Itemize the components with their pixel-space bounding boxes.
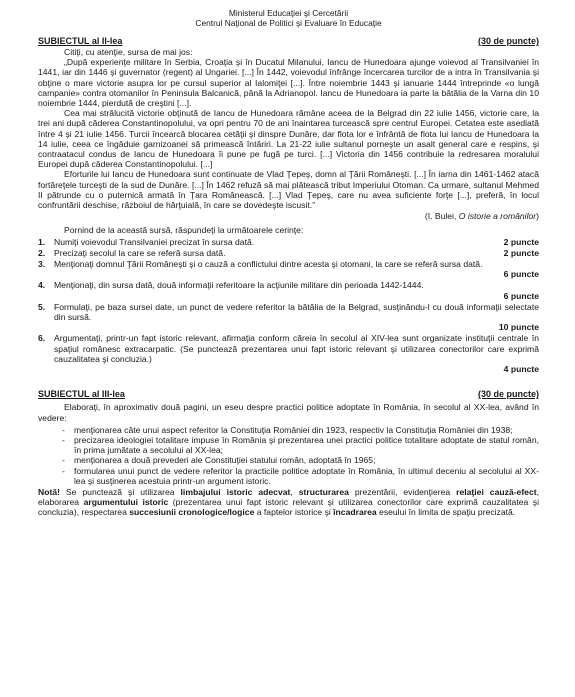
question-number: 6. (38, 333, 46, 344)
note-keyword: limbajului istoric adecvat (180, 486, 291, 497)
citation-end: ) (536, 211, 539, 222)
essay-intro: Elaboraţi, în aproximativ două pagini, un eseu despre practici politice adoptate în România, în secolul al XX-lea, având în vedere: (38, 402, 539, 423)
requirement-item: - menţionarea câte unui aspect referitor la Constituţia României din 1923, respectiv la Constituţia României din 1938; (74, 425, 539, 435)
question-item (38, 280, 539, 300)
note-keyword: încadrarea (333, 507, 377, 518)
question-number: 3. (38, 259, 46, 270)
source-paragraph-1: „După experienţe militare în Serbia, Croaţia şi în Ducatul Milanului, Iancu de Hunedoara ajunge voievod al Transilvaniei în 1441, iar din 1446 şi guvernator (regent) al Ungariei. [...] În 1442, voievodul înfrânge încercarea turcilor de a intra în Transilvania şi obţine o mare victorie asupra lor pe cursul superior al Ialomiţei [...]. Între noiembrie 1443 şi ianuarie 1444 întreprinde «o lungă campanie» contra otomanilor în Peninsula Balcanică, până la Adrianopol. Iancu de Hunedoara ia parte la bătălia de la Varna din 10 noiembrie 1444, pierdută de creştini [...]. (38, 57, 539, 109)
question-number: 1. (38, 236, 46, 247)
source-citation (38, 211, 539, 221)
note-text: , elaborarea (38, 486, 539, 508)
question-text: Menţionaţi, din sursa dată, două informaţii referitoare la acţiunile militare din perioada 1442-1444. (54, 280, 424, 291)
requirement-item: - formularea unui punct de vedere referitor la practicile politice adoptate în România, în ultimul deceniu al secolului al XX-lea şi susţinerea acestuia printr-un argument istoric. (74, 466, 539, 486)
question-number: 2. (38, 247, 46, 258)
source-intro: Citiţi, cu atenţie, sursa de mai jos: (64, 47, 193, 57)
question-text: Menţionaţi domnul Ţării Româneşti şi o cauză a conflictului dintre acesta şi otomani, la care se referă sursa dată. (54, 259, 483, 270)
center-name: Centrul Naţional de Politici şi Evaluare în Educaţie (195, 18, 382, 28)
note-keyword: relaţiei cauză-efect (456, 486, 537, 497)
question-points: 10 puncte (498, 322, 539, 333)
source-paragraph-2: Cea mai strălucită victorie obţinută de Iancu de Hunedoara rămâne aceea de la Belgrad din 22 iulie 1456, victorie care, la trei ani după căderea Constantinopolului, va opri pentru 70 de ani înaintarea turcească spre centrul Europei. Cetatea este asediată între 4 şi 21 iulie 1456. Turcii încearcă blocarea cetăţii şi dinspre Dunăre, dar flota lor e înfrântă de flota lui Iancu de Hunedoara la 14 iulie, ceea ce îngăduie garnizoanei să primească întăriri. La 21-22 iulie sultanul porneşte un asalt general care e respins, şi contraatacul condus de Iancu de Hunedoara îi pune pe fugă pe turci. [...] Victoria din 1456 contribuie la redresarea moralului Europei după căderea Constantinopolului. [...] (38, 108, 539, 170)
question-text: Argumentaţi, printr-un fapt istoric relevant, afirmaţia conform căreia în secolul al XIV-lea sunt organizate instituţii centrale în spaţiul românesc extracarpatic. (Se punctează prezentarea unui fapt istoric relevant şi utilizarea conectorilor care exprimă cauzalitatea şi concluzia.) (54, 333, 539, 364)
question-item (38, 302, 539, 333)
grading-note (38, 487, 539, 518)
ministry-name: Ministerul Educaţiei şi Cercetării (228, 8, 349, 18)
note-text: a faptelor istorice şi (254, 507, 334, 518)
note-label: Notă! (38, 486, 60, 497)
question-points: 2 puncte (503, 247, 539, 258)
note-keyword: argumentului istoric (83, 497, 169, 508)
section-3-label: SUBIECTUL al III-lea (38, 389, 125, 400)
source-paragraph-3: Eforturile lui Iancu de Hunedoara sunt continuate de Vlad Ţepeş, domn al Ţării Româneşti. [...] În iarna din 1461-1462 atacă fortăreţele turceşti de la sud de Dunăre. [...] În 1462 refuză să mai plătească tribut Imperiului Otoman. Ca urmare, sultanul Mehmed II pătrunde cu o puternică armată în Ţara Românească. [...] Vlad Ţepeş, care nu avea suficiente forţe [...], preferă, în locul confruntării deschise, războiul de hărţuială, în care se dovedeşte iscusit.” (38, 169, 539, 211)
question-points: 6 puncte (503, 269, 539, 280)
note-keyword: structurarea (298, 486, 349, 497)
citation-work: O istorie a românilor (458, 211, 537, 222)
note-text: Se punctează şi utilizarea (59, 486, 181, 497)
section-2-points: (30 de puncte) (477, 36, 539, 46)
questions-list (38, 237, 539, 375)
question-item (38, 248, 539, 258)
question-item (38, 259, 539, 279)
section-3-title (38, 389, 539, 400)
requirement-item: - menţionarea a două prevederi ale Constituţiei statului român, adoptată în 1965; (74, 455, 539, 465)
note-text: eseului în limita de spaţiu precizată. (376, 507, 516, 518)
question-item (38, 333, 539, 374)
question-item (38, 237, 539, 247)
requirement-item: - precizarea ideologiei totalitare impuse în România şi prezentarea unei practici politice totalitare adoptate de statul român, în prima jumătate a secolului al XX-lea; (74, 435, 539, 455)
note-text: prezentării, evidenţierea (348, 486, 457, 497)
question-number: 4. (38, 280, 46, 291)
note-text: (prezentarea unui fapt istoric relevant şi utilizarea conectorilor care exprimă cauzalitatea şi concluzia), respectarea (38, 497, 539, 518)
question-points: 4 puncte (503, 364, 539, 375)
question-text: Precizaţi secolul la care se referă sursa dată. (54, 247, 226, 258)
section-2-label: SUBIECTUL al II-lea (38, 36, 123, 46)
question-points: 2 puncte (503, 236, 539, 247)
note-keyword: succesiunii cronologice/logice (129, 507, 255, 518)
question-text: Formulaţi, pe baza sursei date, un punct de vedere referitor la bătălia de la Belgrad, susţinându-l cu două informaţii selectate din sursă. (54, 301, 539, 323)
questions-prompt: Pornind de la această sursă, răspundeţi la următoarele cerinţe: (64, 225, 304, 236)
section-3-points: (30 de puncte) (477, 389, 539, 400)
citation-author: (I. Bulei, (424, 211, 459, 222)
note-text: , (290, 486, 299, 497)
essay-requirements (38, 425, 539, 486)
document-header (38, 8, 539, 28)
question-number: 5. (38, 301, 46, 312)
question-text: Numiţi voievodul Transilvaniei precizat în sursa dată. (54, 236, 255, 247)
question-points: 6 puncte (503, 290, 539, 301)
section-2-title (38, 36, 539, 47)
